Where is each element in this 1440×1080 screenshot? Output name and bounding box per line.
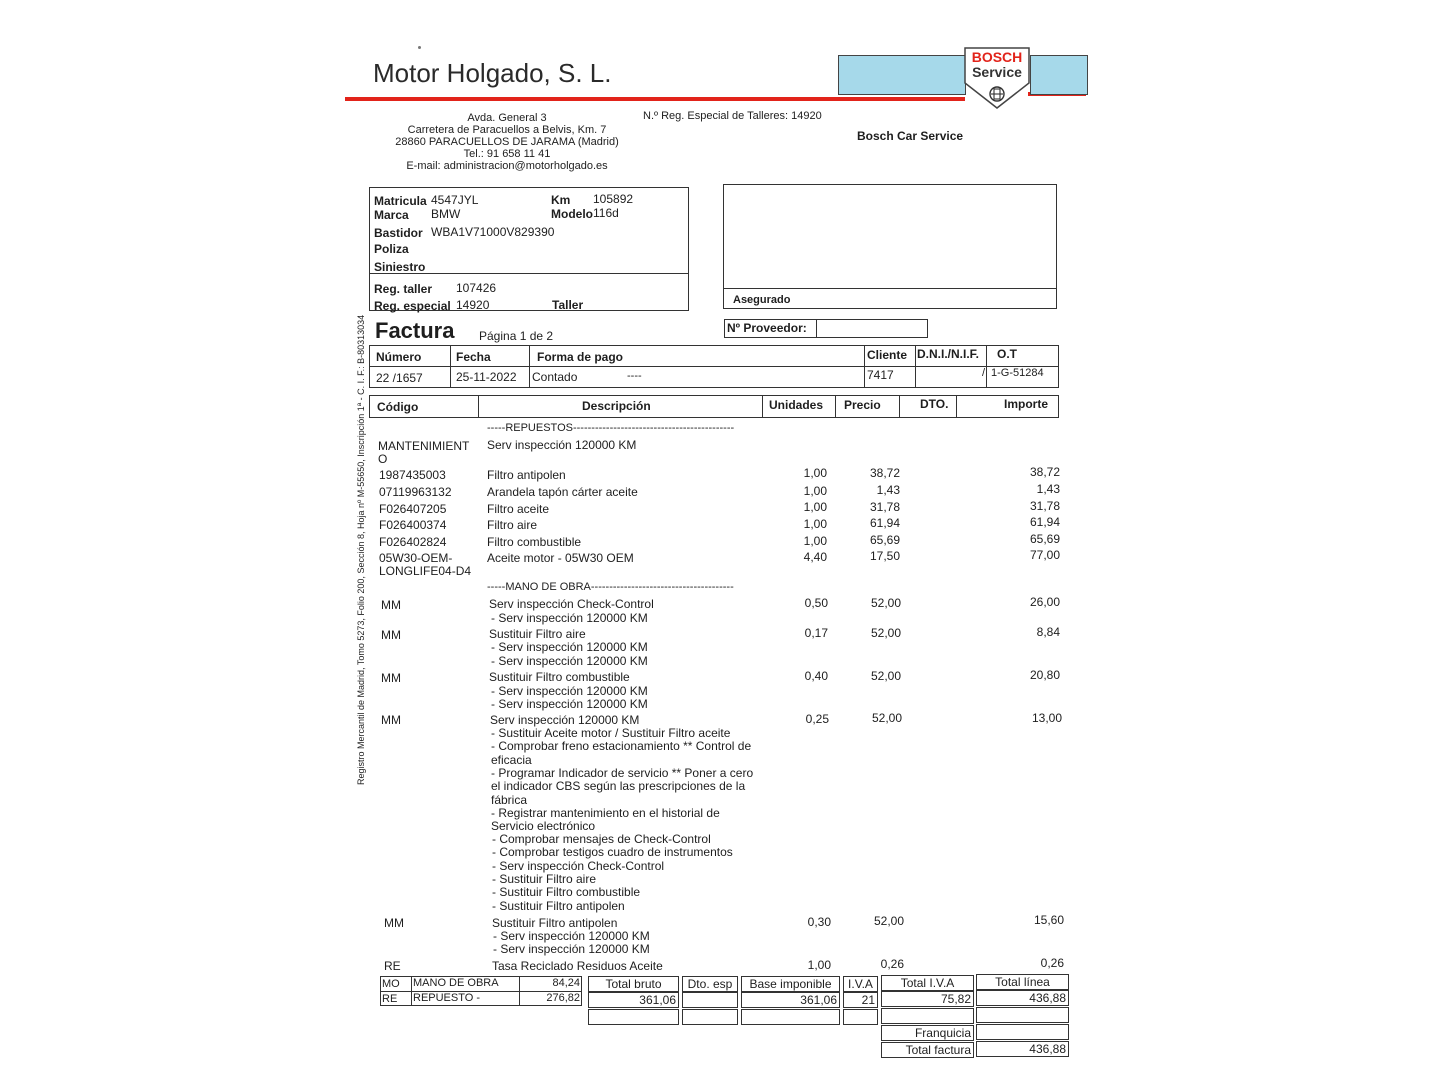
labor-units: 0,17 [804,626,828,640]
labor-subline: - Sustituir Filtro combustible [492,885,641,899]
proveedor-label: Nº Proveedor: [727,321,807,335]
line-desc: Aceite motor - 05W30 OEM [487,551,634,565]
labor-code: MM [384,916,404,930]
dto-esp-empty [682,1009,738,1025]
labor-desc: Sustituir Filtro aire [489,627,586,641]
client-box-divider [723,288,1057,289]
iva-value: 21 [861,993,875,1007]
line-amount: 65,69 [1029,532,1060,546]
labor-subline: - Sustituir Filtro aire [492,872,597,886]
numero-header: Número [376,350,422,364]
summary-col-divider [519,976,520,1006]
base-value: 361,06 [800,993,837,1007]
total-iva-cell [881,991,974,1007]
line-code: F026407205 [379,502,447,516]
summary-mo-label: MANO DE OBRA [413,977,499,989]
matricula-label: Matricula [374,194,427,208]
total-iva-header [881,975,974,991]
labor-subline: - Serv inspección 120000 KM [493,929,650,943]
iva-label: I.V.A [848,977,873,991]
col-importe: Importe [1004,397,1049,411]
dni-mark: / [982,367,986,379]
labor-code: MM [381,598,401,612]
line-amount: 38,72 [1029,465,1060,479]
logo-panel-left [838,55,966,95]
total-iva-empty [881,1008,974,1024]
modelo-label: Modelo [551,207,593,221]
labor-price: 52,00 [870,596,901,610]
meta-col-divider [915,345,916,388]
dto-esp-header [682,976,738,992]
col-divider [478,395,479,418]
meta-col-divider [529,345,530,388]
ot-value: 1-G-51284 [991,367,1044,379]
scan-speck [418,46,421,49]
line-units: 1,00 [803,484,827,498]
labor-subline: - Comprobar freno estacionamiento ** Control de [491,739,752,753]
labor-desc: Sustituir Filtro antipolen [492,916,618,930]
labor-desc: Serv inspección 120000 KM [490,713,640,727]
summary-mo-code: MO [382,978,400,990]
section-repuestos: -----REPUESTOS-------------------------------------------- [487,422,735,434]
logo-brand: BOSCH [971,49,1023,65]
col-codigo: Código [377,400,419,414]
total-linea-value: 436,88 [1029,991,1066,1005]
proveedor-divider [816,319,817,338]
service-name: Bosch Car Service [857,129,964,143]
logo-shield [964,47,1030,109]
labor-amount: 15,60 [1033,913,1064,927]
ot-header: O.T [997,347,1017,361]
line-units: 1,00 [803,534,827,548]
reg-especial-label: Reg. especial [374,299,451,313]
meta-col-divider [864,345,865,388]
total-linea-empty [976,1007,1069,1023]
company-address [392,112,622,172]
line-units: 1,00 [803,466,827,480]
poliza-label: Poliza [374,242,409,256]
labor-subline: - Registrar mantenimiento en el historial de [491,806,720,820]
col-divider [762,395,763,418]
labor-units: 0,40 [804,669,828,683]
km-value: 105892 [593,192,634,206]
base-cell [741,992,840,1008]
line-price: 61,94 [869,516,900,530]
company-name: Motor Holgado, S. L. [373,58,612,88]
logo-panel-right [1030,55,1088,95]
labor-amount: 0,26 [1040,956,1064,970]
line-code-cont: O [378,452,388,466]
bastidor-value: WBA1V71000V829390 [431,225,555,239]
col-descripcion: Descripción [582,399,651,413]
forma-pago-value: Contado [532,370,578,384]
labor-subline: - Comprobar mensajes de Check-Control [492,832,711,846]
reg-taller-label: Reg. taller [374,282,433,296]
line-units: 1,00 [803,500,827,514]
matricula-value: 4547JYL [431,193,479,207]
iva-cell [843,992,878,1008]
labor-subline: eficacia [491,753,532,767]
total-iva-value: 75,82 [940,992,971,1006]
line-units: 4,40 [803,550,827,564]
total-factura-value-cell [976,1041,1069,1057]
summary-re-label: REPUESTO - [413,992,481,1004]
invoice-title: Factura [375,318,455,343]
line-code: 07119963132 [379,485,452,499]
section-mano-obra: -----MANO DE OBRA--------------------------------------- [487,581,734,593]
col-divider [835,395,836,418]
labor-price: 52,00 [870,626,901,640]
address-line: Avda. General 3 [467,112,547,124]
cliente-value: 7417 [867,368,894,382]
km-label: Km [551,193,571,207]
client-box [723,184,1057,309]
line-price: 1,43 [876,483,900,497]
total-bruto-value: 361,06 [639,993,676,1007]
labor-price: 52,00 [870,669,901,683]
address-line: Tel.: 91 658 11 41 [463,148,551,160]
meta-grid-row-divider [369,366,1059,367]
address-line: E-mail: administracion@motorholgado.es [406,160,608,172]
line-price: 38,72 [869,466,900,480]
labor-subline: - Serv inspección 120000 KM [491,684,648,698]
forma-pago-dash: ---- [627,370,642,382]
line-code: MANTENIMIENT [378,439,470,453]
labor-subline: - Serv inspección 120000 KM [493,942,650,956]
col-dto: DTO. [920,397,949,411]
reg-talleres: N.º Reg. Especial de Talleres: 14920 [643,110,822,122]
franquicia-value-cell [976,1024,1069,1040]
labor-subline: el indicador CBS según las prescripciones de la [491,779,746,793]
line-price: 17,50 [869,549,900,563]
line-amount: 1,43 [1036,482,1060,496]
labor-subline: - Serv inspección 120000 KM [491,640,648,654]
line-amount: 61,94 [1029,515,1060,529]
line-desc: Serv inspección 120000 KM [487,438,637,452]
siniestro-label: Siniestro [374,260,426,274]
labor-code: RE [384,959,401,973]
total-bruto-header [588,976,679,992]
summary-mo-value: 84,24 [552,977,580,989]
bosch-logo [838,49,1086,109]
franquicia-label-cell [881,1025,974,1041]
meta-col-divider [450,345,451,388]
base-label: Base imponible [749,977,832,991]
numero-value: 22 /1657 [376,371,423,385]
summary-re-code: RE [382,993,398,1005]
labor-code: MM [381,713,401,727]
total-bruto-empty [588,1009,679,1025]
labor-amount: 20,80 [1029,668,1060,682]
total-bruto-label: Total bruto [605,977,662,991]
reg-taller-value: 107426 [456,281,497,295]
line-code-cont: LONGLIFE04-D4 [379,564,472,578]
line-code: F026402824 [379,535,447,549]
labor-desc: Sustituir Filtro combustible [489,670,630,684]
labor-subline: - Serv inspección 120000 KM [491,697,648,711]
labor-subline: - Serv inspección Check-Control [492,859,665,873]
line-units: 1,00 [803,517,827,531]
line-amount: 31,78 [1029,499,1060,513]
dto-esp-label: Dto. esp [687,977,733,991]
labor-subline: - Serv inspección 120000 KM [491,654,648,668]
labor-price: 0,26 [880,957,904,971]
total-linea-header [976,974,1069,990]
col-unidades: Unidades [769,398,824,412]
marca-label: Marca [374,208,409,222]
labor-price: 52,00 [871,711,902,725]
total-linea-cell [976,990,1069,1006]
asegurado-label: Asegurado [733,294,791,306]
labor-code: MM [381,671,401,685]
line-code: 1987435003 [379,468,446,482]
col-divider [899,395,900,418]
side-registry-text: Registro Mercantil de Madrid, Tomo 5273, Folio 200, Sección 8, Hoja nº M-55650, Inscripción 1ª - C. I. F.: B-80313034 [356,314,366,785]
line-desc: Arandela tapón cárter aceite [487,485,638,499]
forma-pago-header: Forma de pago [537,350,624,364]
dni-header: D.N.I./N.I.F. [917,347,980,361]
labor-desc: Tasa Reciclado Residuos Aceite [492,959,663,973]
labor-amount: 13,00 [1031,711,1062,725]
total-factura-value: 436,88 [1029,1042,1066,1056]
total-linea-label: Total línea [995,975,1050,989]
address-line: 28860 PARACUELLOS DE JARAMA (Madrid) [395,136,619,148]
iva-header [843,976,878,992]
total-bruto-cell [588,992,679,1008]
summary-col-divider [411,976,412,1006]
total-iva-label: Total I.V.A [900,976,955,990]
labor-units: 0,25 [805,712,829,726]
labor-subline: - Sustituir Filtro antipolen [492,899,625,913]
page-indicator: Página 1 de 2 [479,329,554,343]
bastidor-label: Bastidor [374,226,423,240]
line-desc: Filtro antipolen [487,468,566,482]
line-price: 65,69 [869,533,900,547]
labor-desc: Serv inspección Check-Control [489,597,654,611]
labor-subline: - Sustituir Aceite motor / Sustituir Filtro aceite [491,726,731,740]
labor-amount: 8,84 [1036,625,1060,639]
col-precio: Precio [844,398,881,412]
summary-re-value: 276,82 [546,992,580,1004]
line-code: 05W30-OEM- [379,551,453,565]
franquicia-label: Franquicia [914,1026,971,1040]
meta-col-divider [986,345,987,388]
line-desc: Filtro aceite [487,502,550,516]
line-amount: 77,00 [1029,548,1060,562]
cliente-header: Cliente [867,348,908,362]
fecha-header: Fecha [456,350,491,364]
labor-units: 0,50 [804,596,828,610]
modelo-value: 116d [593,206,619,220]
total-factura-label: Total factura [905,1043,971,1057]
total-factura-label-cell [881,1042,974,1058]
labor-units: 1,00 [807,958,831,972]
labor-units: 0,30 [807,915,831,929]
labor-price: 52,00 [873,914,904,928]
labor-amount: 26,00 [1029,595,1060,609]
line-desc: Filtro combustible [487,535,582,549]
line-desc: Filtro aire [487,518,538,532]
labor-code: MM [381,628,401,642]
base-header [741,976,840,992]
labor-subline: - Comprobar testigos cuadro de instrumentos [492,845,733,859]
fecha-value: 25-11-2022 [456,370,517,384]
iva-empty [843,1009,878,1025]
labor-subline: - Programar Indicador de servicio ** Poner a cero [491,766,754,780]
logo-service: Service [972,64,1022,80]
line-code: F026400374 [379,518,447,532]
base-empty [741,1009,840,1025]
dto-esp-cell [682,992,738,1008]
col-divider [956,395,957,418]
taller-label: Taller [552,298,584,312]
reg-especial-value: 14920 [456,298,490,312]
labor-subline: Servicio electrónico [491,819,596,833]
address-line: Carretera de Paracuellos a Belvis, Km. 7 [407,124,607,136]
labor-subline: - Serv inspección 120000 KM [491,611,648,625]
labor-subline: fábrica [491,793,528,807]
line-price: 31,78 [869,500,900,514]
marca-value: BMW [431,207,461,221]
